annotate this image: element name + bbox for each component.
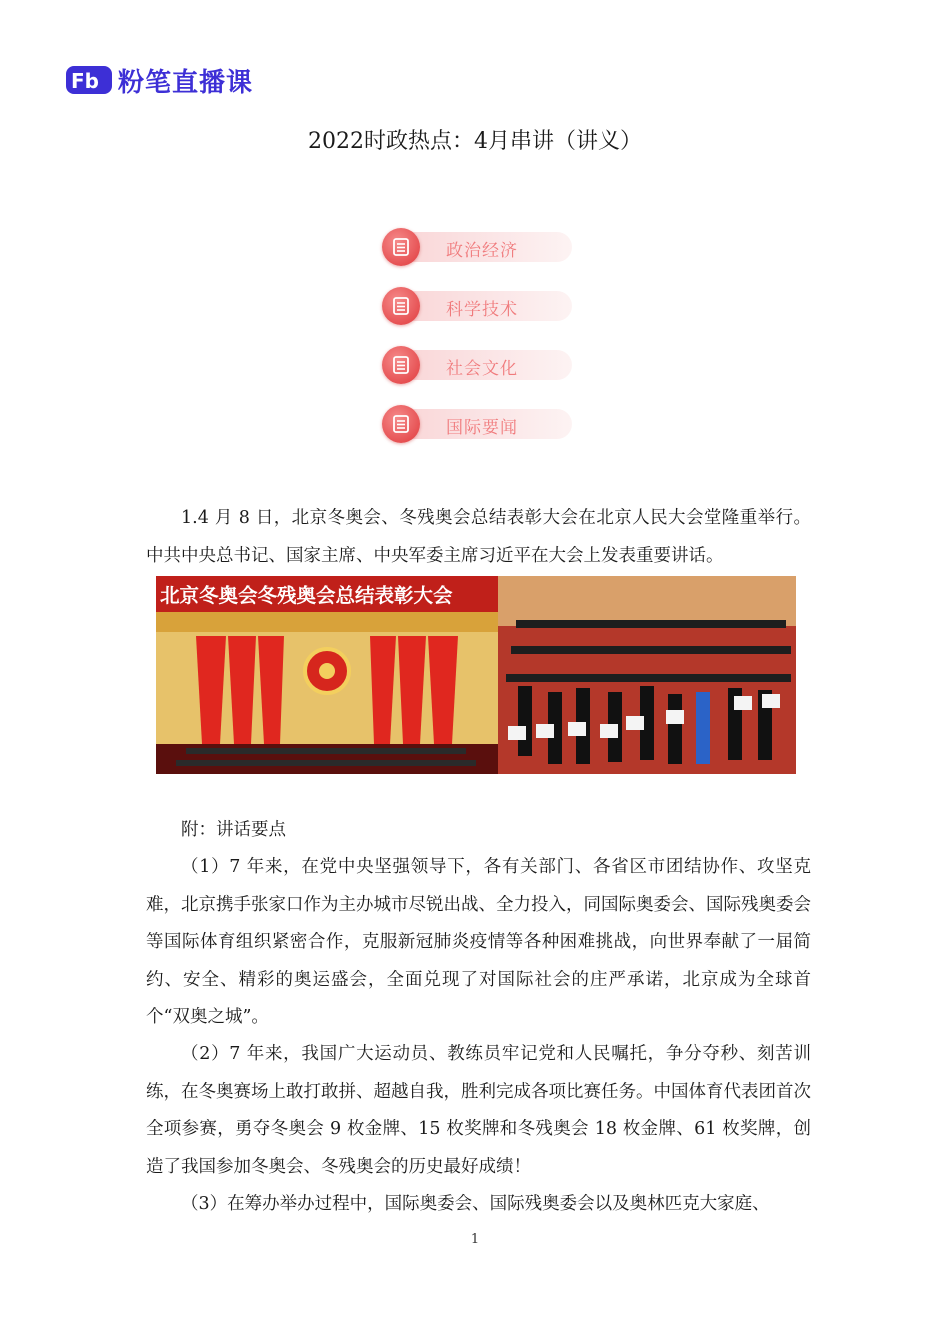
brand-logo xyxy=(66,60,253,100)
nav-item-society-culture[interactable] xyxy=(382,346,582,382)
nav-label: 科学技术 xyxy=(446,300,518,320)
speech-point-2: （2）7 年来，我国广大运动员、教练员牢记党和人民嘱托，争分夺秒、刻苦训练，在冬奥赛场上敢打敢拼、超越自我，胜利完成各项比赛任务。中国体育代表团首次全项参赛，勇夺冬奥会 9 枚金牌、15 枚奖牌和冬残奥会 18 枚金牌、61 枚奖牌，创造了我国参加冬奥会、冬残奥会的历史最好成绩！ xyxy=(146,1044,811,1177)
document-list-icon xyxy=(382,287,420,325)
fb-logo-icon xyxy=(66,62,112,98)
brand-name: 粉笔直播课 xyxy=(118,67,254,98)
section-nav xyxy=(382,228,582,464)
svg-text:Fb: Fb xyxy=(71,69,99,93)
nav-item-international-news[interactable] xyxy=(382,405,582,441)
speech-point-1: （1）7 年来，在党中央坚强领导下，各有关部门、各省区市团结协作、攻坚克难，北京携手张家口作为主办城市尽锐出战、全力投入，同国际奥委会、国际残奥委会等国际体育组织紧密合作，克服新冠肺炎疫情等各种困难挑战，向世界奉献了一届简约、安全、精彩的奥运盛会，全面兑现了对国际社会的庄严承诺，北京成为全球首个“双奥之城”。 xyxy=(146,857,811,1027)
document-list-icon xyxy=(382,228,420,266)
document-list-icon xyxy=(382,405,420,443)
ceremony-photo xyxy=(156,576,796,774)
nav-item-science-technology[interactable] xyxy=(382,287,582,323)
document-list-icon xyxy=(382,346,420,384)
page-title: 2022时政热点：4月串讲（讲义） xyxy=(308,129,642,154)
photo-banner: 北京冬奥会冬残奥会总结表彰大会 xyxy=(160,584,453,607)
news-item-1: 1.4 月 8 日，北京冬奥会、冬残奥会总结表彰大会在北京人民大会堂隆重举行。中共中央总书记、国家主席、中央军委主席习近平在大会上发表重要讲话。 xyxy=(146,508,811,566)
nav-label: 国际要闻 xyxy=(446,418,518,438)
nav-item-politics-economy[interactable] xyxy=(382,228,582,264)
nav-label: 政治经济 xyxy=(446,241,518,261)
appendix-heading: 附：讲话要点 xyxy=(181,820,286,840)
nav-label: 社会文化 xyxy=(446,359,518,379)
page-number: 1 xyxy=(470,1232,480,1247)
speech-point-3: （3）在筹办举办过程中，国际奥委会、国际残奥委会以及奥林匹克大家庭、 xyxy=(181,1194,770,1214)
